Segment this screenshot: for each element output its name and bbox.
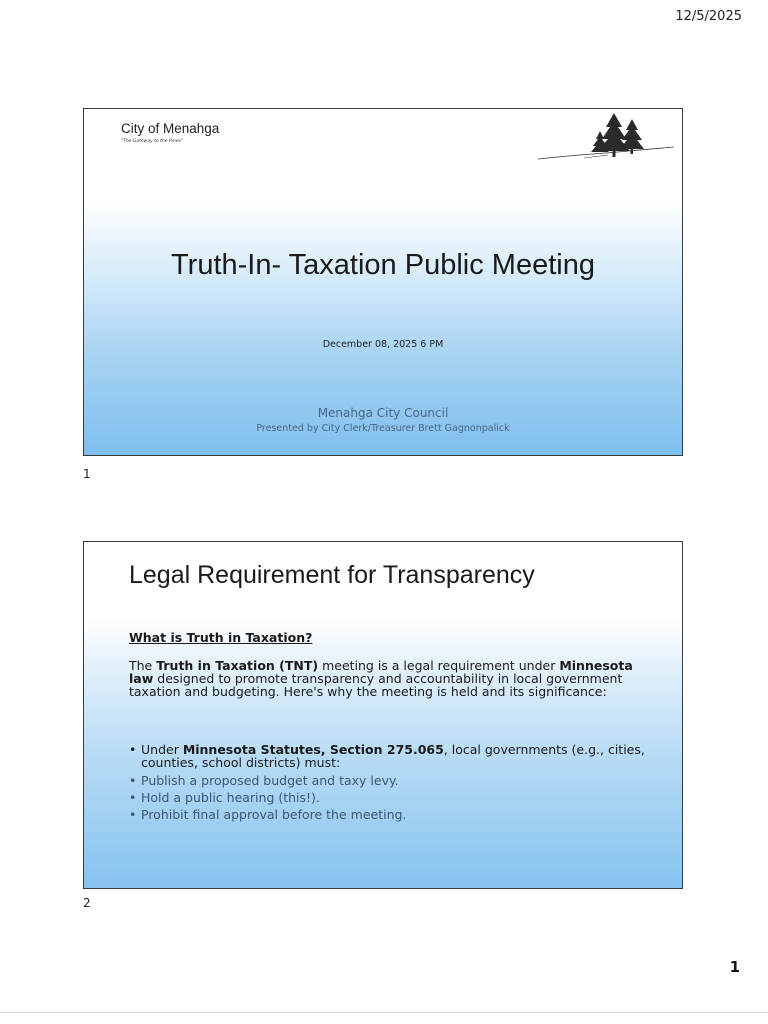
intro-paragraph: The Truth in Taxation (TNT) meeting is a legal requirement under Minnesota law designed to promote transparency and accountability in local government taxation and budgeting. Here's why the meeting is held and its significance: bbox=[129, 658, 633, 699]
list-item: • Under Minnesota Statutes, Section 275.065, local governments (e.g., cities, counties, school districts) must: bbox=[129, 743, 649, 769]
org-tagline: "The Gateway to the Pines" bbox=[121, 139, 183, 144]
page-divider bbox=[0, 1012, 768, 1013]
slide-title: Truth-In- Taxation Public Meeting bbox=[171, 249, 595, 281]
council-name: Menahga City Council bbox=[317, 406, 449, 420]
page-number: 1 bbox=[729, 958, 740, 976]
slide-2 bbox=[83, 541, 683, 889]
list-item: • Prohibit final approval before the meeting. bbox=[129, 808, 649, 821]
slide-title: Legal Requirement for Transparency bbox=[129, 561, 535, 589]
meeting-date: December 08, 2025 6 PM bbox=[322, 339, 444, 350]
list-item: • Publish a proposed budget and taxy levy. bbox=[129, 774, 649, 787]
requirements-list bbox=[129, 743, 649, 825]
slide-number-1: 1 bbox=[83, 467, 91, 481]
slide-subtitle: What is Truth in Taxation? bbox=[129, 630, 313, 645]
org-name: City of Menahga bbox=[121, 121, 220, 136]
pine-trees-icon bbox=[536, 109, 676, 167]
slide-1 bbox=[83, 108, 683, 456]
print-date: 12/5/2025 bbox=[675, 9, 742, 24]
slide-number-2: 2 bbox=[83, 896, 91, 910]
list-item: • Hold a public hearing (this!). bbox=[129, 791, 649, 804]
presenter-line: Presented by City Clerk/Treasurer Brett Gagnonpalick bbox=[256, 423, 510, 434]
